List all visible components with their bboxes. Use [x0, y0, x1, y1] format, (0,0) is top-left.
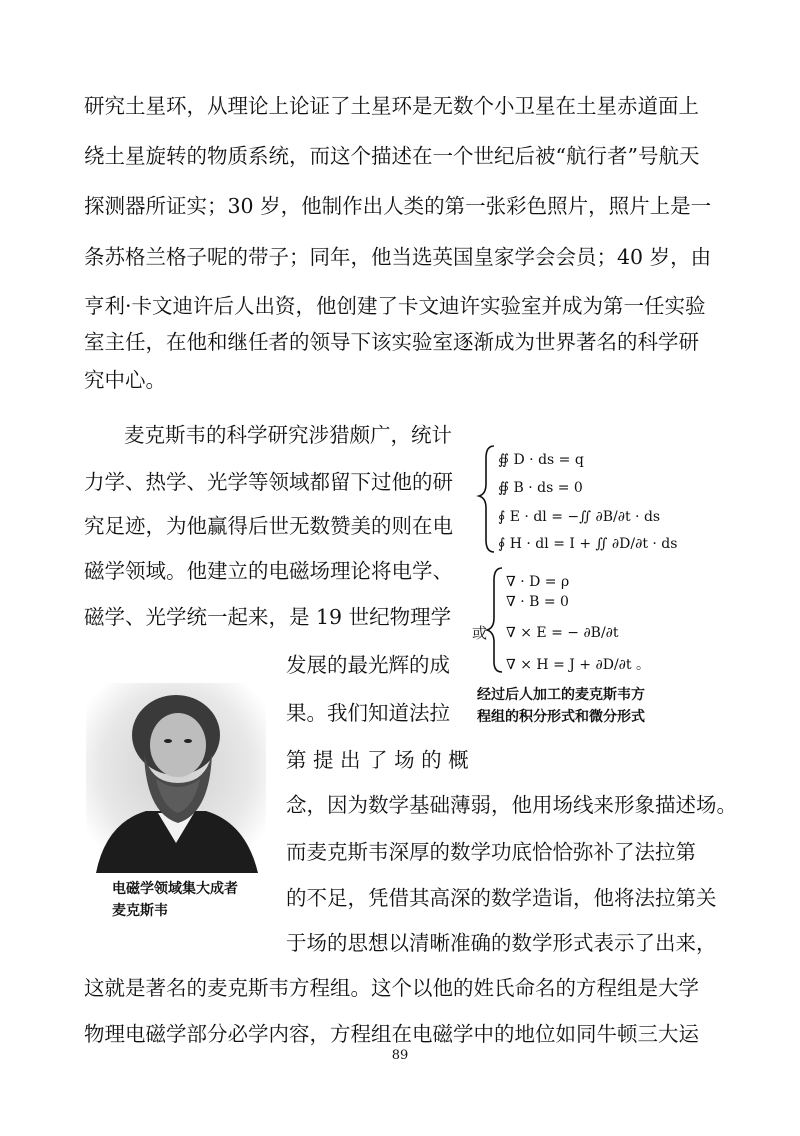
- text-line: 这就是著名的麦克斯韦方程组。这个以他的姓氏命名的方程组是大学: [84, 976, 699, 1000]
- brace-differential: [487, 568, 502, 672]
- caption-line: 麦克斯韦: [112, 903, 168, 919]
- text-line: 室主任，在他和继任者的领导下该实验室逐渐成为世界著名的科学研: [84, 330, 699, 354]
- text-line: 物理电磁学部分必学内容，方程组在电磁学中的地位如同牛顿三大运: [84, 1022, 699, 1046]
- text-line: 而麦克斯韦深厚的数学功底恰恰弥补了法拉第: [286, 840, 696, 864]
- brace-integral: [479, 446, 494, 552]
- text-line: 研究土星环，从理论上论证了土星环是无数个小卫星在土星赤道面上: [84, 94, 699, 118]
- differential-equation: ∇ × E = − ∂B/∂t: [506, 625, 619, 641]
- text-line: 探测器所证实；30 岁，他制作出人类的第一张彩色照片，照片上是一: [84, 194, 712, 218]
- equation-caption: [477, 684, 645, 728]
- text-line: 发展的最光辉的成: [286, 653, 450, 677]
- text-line: 麦克斯韦的科学研究涉猎颇广，统计: [124, 423, 452, 447]
- integral-equation: ∮ E · dl = −∬ ∂B/∂t · ds: [498, 509, 661, 525]
- caption-line: 电磁学领域集大成者: [112, 881, 238, 897]
- text-line: 第 提 出 了 场 的 概: [286, 748, 469, 772]
- text-line: 绕土星旋转的物质系统，而这个描述在一个世纪后被“航行者”号航天: [84, 144, 700, 168]
- text-line: 亨利·卡文迪许后人出资，他创建了卡文迪许实验室并成为第一任实验: [84, 294, 706, 318]
- integral-equation: ∯ D · ds = q: [498, 452, 584, 468]
- integral-equation: ∯ B · ds = 0: [498, 480, 583, 496]
- text-line: 念，因为数学基础薄弱，他用场线来形象描述场。: [286, 793, 737, 817]
- differential-equation: ∇ × H = J + ∂D/∂t 。: [506, 657, 650, 673]
- caption-line: 程组的积分形式和微分形式: [477, 709, 645, 725]
- text-line: 究足迹，为他赢得后世无数赞美的则在电: [84, 514, 453, 538]
- or-label: 或: [472, 624, 488, 642]
- differential-equation: ∇ · B = 0: [506, 594, 569, 610]
- text-line: 磁学、光学统一起来，是 19 世纪物理学: [84, 605, 452, 629]
- text-line: 磁学领域。他建立的电磁场理论将电学、: [84, 559, 453, 583]
- page-number: 89: [391, 1048, 409, 1063]
- text-line: 果。我们知道法拉: [286, 701, 450, 725]
- integral-equation: ∮ H · dl = I + ∬ ∂D/∂t · ds: [498, 536, 678, 552]
- differential-equation: ∇ · D = ρ: [506, 574, 570, 590]
- maxwell-portrait: [86, 683, 266, 873]
- text-line: 究中心。: [84, 368, 166, 392]
- text-line: 力学、热学、光学等领域都留下过他的研: [84, 470, 453, 494]
- portrait-caption: [112, 878, 238, 922]
- maxwell-equations-figure: [470, 440, 680, 680]
- text-line: 于场的思想以清晰准确的数学形式表示了出来，: [286, 931, 717, 955]
- caption-line: 经过后人加工的麦克斯韦方: [477, 687, 645, 703]
- text-line: 的不足，凭借其高深的数学造诣，他将法拉第关: [286, 886, 717, 910]
- text-line: 条苏格兰格子呢的带子；同年，他当选英国皇家学会会员；40 岁，由: [84, 245, 712, 269]
